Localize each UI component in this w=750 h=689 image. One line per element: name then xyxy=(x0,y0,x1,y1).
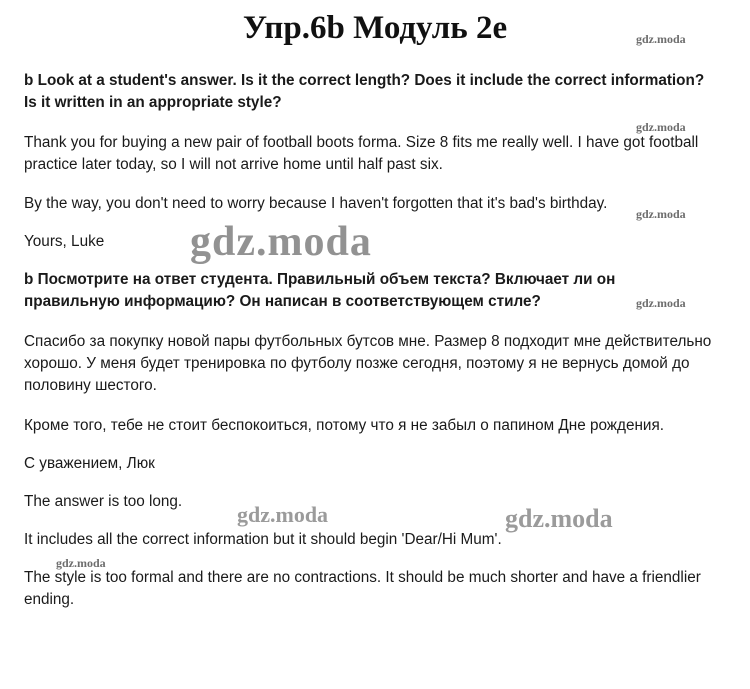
watermark: gdz.moda xyxy=(636,207,686,221)
english-paragraph-1: Thank you for buying a new pair of football boots forma. Size 8 fits me really well. I have got football practice later today, so I will not arrive home until half past six. xyxy=(24,134,699,173)
answer-line-1: The answer is too long. xyxy=(24,493,183,510)
russian-paragraph-2: Кроме того, тебе не стоит беспокоиться, потому что я не забыл о папином Дне рождения. xyxy=(24,417,664,434)
page-title: Упр.6b Модуль 2e xyxy=(242,10,508,46)
watermark: gdz.moda xyxy=(237,502,329,527)
watermark: gdz.moda xyxy=(505,504,613,533)
watermark: gdz.moda xyxy=(636,120,686,134)
english-paragraph-2: By the way, you don't need to worry because I haven't forgotten that it's bad's birthday. xyxy=(24,195,608,212)
russian-task: b Посмотрите на ответ студента. Правильный объем текста? Включает ли он правильную информацию? Он написан в соответствующем стиле? xyxy=(24,271,616,310)
english-task: b Look at a student's answer. Is it the correct length? Does it include the correct information? Is it written in an appropriate style? xyxy=(24,72,705,111)
watermark: gdz.moda xyxy=(636,32,686,46)
answer-line-3: The style is too formal and there are no contractions. It should be much shorter and have a friendlier ending. xyxy=(24,569,701,608)
english-signature: Yours, Luke xyxy=(24,233,105,250)
russian-signature: С уважением, Люк xyxy=(24,455,155,472)
watermark: gdz.moda xyxy=(56,556,106,570)
watermark: gdz.moda xyxy=(636,296,686,310)
answer-line-2: It includes all the correct information but it should begin 'Dear/Hi Mum'. xyxy=(24,531,502,548)
russian-paragraph-1: Спасибо за покупку новой пары футбольных бутсов мне. Размер 8 подходит мне действительно хорошо. У меня будет тренировка по футболу позже сегодня, поэтому я не вернусь домой до половину шестого. xyxy=(24,333,712,394)
watermark-large: gdz.moda xyxy=(190,219,372,265)
